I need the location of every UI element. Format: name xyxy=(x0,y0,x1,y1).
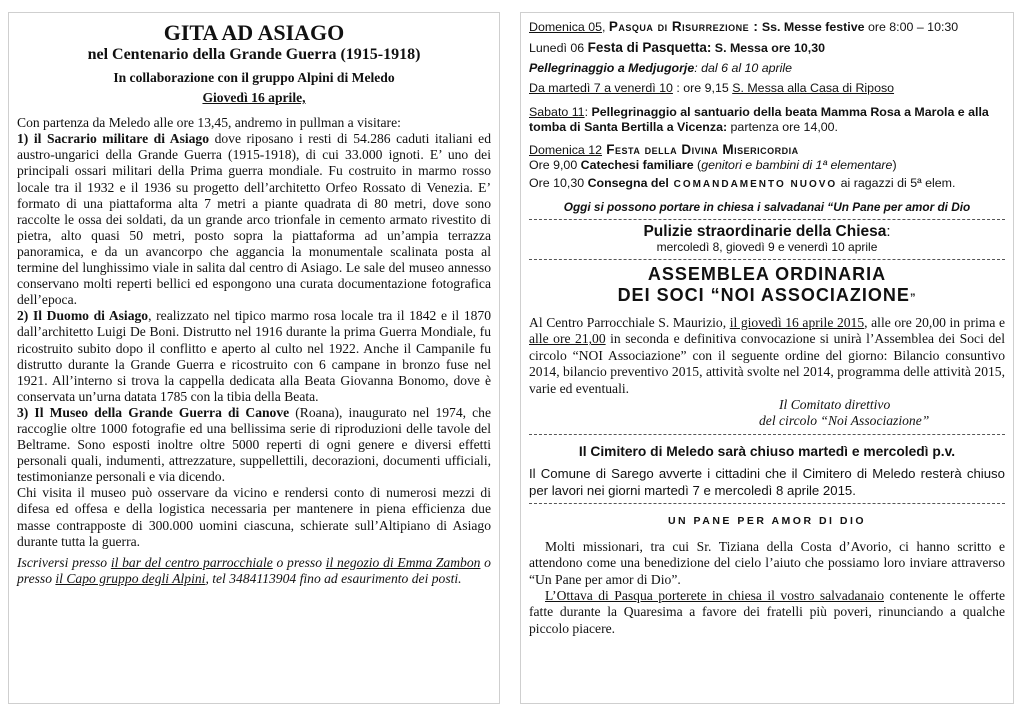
easter-sunday-line xyxy=(529,19,1005,35)
divina-misericordia-line xyxy=(529,142,1005,158)
assembly-text: in seconda e definitiva convocazione si unirà l’Assemblea dei Soci del circolo “NOI Associazione” con il seguente ordine del giorno: Bilancio consuntivo 2014, bilancio preventivo 2015, attività svolte nel 2014, programma delle attività 2015, varie ed eventuali. xyxy=(529,331,1005,396)
punct: : xyxy=(584,105,592,119)
assembly-text: Al Centro Parrocchiale S. Maurizio, xyxy=(529,315,730,330)
medjugorje-title: Pellegrinaggio a Medjugorje xyxy=(529,61,695,75)
catechesi-time: Ore 9,00 xyxy=(529,158,581,172)
item-museo-heading: 3) Il Museo della Grande Guerra di Canove xyxy=(17,404,290,420)
item-sacrario xyxy=(17,131,491,308)
easter-times: ore 8:00 – 10:30 xyxy=(864,20,959,34)
subscription-bar: il bar del centro parrocchiale xyxy=(110,554,273,570)
assembly-signature-2: del circolo “Noi Associazione” xyxy=(759,413,930,429)
comandamento-nuovo: COMANDAMENTO NUOVO xyxy=(668,179,838,190)
pane-paragraph-1: Molti missionari, tra cui Sr. Tiziana della Costa d’Avorio, ci hanno scritto e attendono come una benedizione del cielo l’aiuto che possiamo loro inviare attraverso “Un Pane per amor di Dio”. xyxy=(529,538,1005,587)
item-duomo-text: , realizzato nel tipico marmo rosa locale tra il 1842 e il 1870 dall’architetto Luigi De Boni. Distrutto nel 1916 durante la prima Guerra Mondiale, fu ricostruito subito dopo il conflitto e aperto al culto nel 1922. Anche il Campanile fu distrutto durante la Grande Guerra e ricostruito con 6 campane in bronzo fuse nel 1921. All’interno si trova la cappella dedicata alla Beata Giovanna Bonomo, dove è conservata un’urna datata 1785 con la tibia della Beata. xyxy=(17,308,492,404)
pilgrimage-time: partenza ore 14,00. xyxy=(727,120,838,134)
easter-title: Pasqua di Risurrezione : xyxy=(608,19,759,34)
casa-riposo-line xyxy=(529,81,1005,96)
pane-paragraph-2 xyxy=(529,588,1005,637)
catechesi-line xyxy=(529,158,1005,173)
punct: ) xyxy=(892,158,897,172)
pilgrimage-date: Sabato 11 xyxy=(529,105,585,119)
item-sacrario-heading: 1) il Sacrario militare di Asiago xyxy=(17,131,210,147)
pulizie-title: Pulizie straordinarie della Chiesa xyxy=(643,223,887,240)
trip-intro: Con partenza da Meledo alle ore 13,45, andremo in pullman a visitare: xyxy=(17,115,401,131)
misericordia-date: Domenica 12 xyxy=(529,143,603,157)
item-duomo-heading: 2) Il Duomo di Asiago xyxy=(17,308,149,324)
trip-date: Giovedì 16 aprile, xyxy=(202,90,306,106)
collaboration-line: In collaborazione con il gruppo Alpini di Meledo xyxy=(113,70,395,85)
separator xyxy=(529,259,1005,260)
assembly-date: il giovedì 16 aprile 2015 xyxy=(729,315,865,330)
punct: , xyxy=(602,20,609,34)
casa-riposo-dates: Da martedì 7 a venerdì 10 xyxy=(529,81,673,95)
medjugorje-dates: : dal 6 al 10 aprile xyxy=(694,61,793,75)
left-column xyxy=(8,12,500,704)
separator xyxy=(529,503,1005,504)
separator xyxy=(529,219,1005,220)
pilgrimage-line xyxy=(529,105,1005,135)
separator xyxy=(529,434,1005,435)
pasquetta-mass: S. Messa ore 10,30 xyxy=(711,41,826,55)
misericordia-title: Festa della Divina Misericordia xyxy=(602,142,799,157)
pane-ottava: L’Ottava di Pasqua porterete in chiesa il vostro salvadanaio xyxy=(545,588,884,604)
subscription-text: Iscriversi presso xyxy=(17,554,111,570)
consegna-target: ai ragazzi di 5ª elem. xyxy=(837,176,956,190)
assembly-second-time: alle ore 21,00 xyxy=(529,331,606,347)
subscription-shop: il negozio di Emma Zambon xyxy=(325,554,481,570)
casa-riposo-mass: S. Messa alla Casa di Riposo xyxy=(732,81,895,95)
item-museo-text: (Roana), inaugurato nel 1974, che raccoglie oltre 1000 fotografie ed una bellissima serie di riproduzioni delle tavole del Beltrame. Sono esposti inoltre oltre 5000 reperti di ogni genere e diversi effetti personali quali, indumenti, attrezzature, suppellettili, decorazioni, documenti ufficiali, testimonianze personali e via dicendo. xyxy=(17,404,491,485)
assembly-paragraph xyxy=(529,315,1005,397)
salvadanai-note: Oggi si possono portare in chiesa i salvadanai “Un Pane per amor di Dio xyxy=(563,200,971,214)
subscription-info xyxy=(17,555,491,587)
closing-paragraph: Chi visita il museo può osservare da vicino e rendersi conto di numerosi mezzi di difesa ed offesa e della logistica necessaria per mantenere in piena efficienza due masse contrapposte di 300.000 uomini ciascuna, schierate sull’Altipiano di Asiago durante tutta la guerra. xyxy=(17,485,491,549)
assembly-title-quote: ” xyxy=(909,292,917,304)
subscription-text: o presso xyxy=(17,554,491,586)
subscription-alpini: il Capo gruppo degli Alpini xyxy=(55,570,206,586)
trip-title: GITA AD ASIAGO xyxy=(163,20,345,45)
assembly-text: , alle ore 20,00 in prima e xyxy=(864,315,1006,330)
trip-subtitle: nel Centenario della Grande Guerra (1915-1918) xyxy=(87,46,421,63)
assembly-title-text: DEI SOCI “NOI ASSOCIAZIONE xyxy=(617,285,910,305)
pilgrimage-title: Pellegrinaggio al santuario della beata Mamma Rosa a Marola e alla tomba di Santa Bertilla a Vicenza: xyxy=(529,105,989,134)
punct: ( xyxy=(693,158,702,172)
consegna-title: Consegna del xyxy=(587,176,669,190)
consegna-time: Ore 10,30 xyxy=(529,176,588,190)
easter-date: Domenica 05 xyxy=(529,20,603,34)
cemetery-title: Il Cimitero di Meledo sarà chiuso martedì e mercoledì p.v. xyxy=(578,443,956,459)
pane-title: UN PANE PER AMOR DI DIO xyxy=(667,514,867,527)
pulizie-heading xyxy=(529,224,1005,240)
casa-riposo-time: : ore 9,15 xyxy=(672,81,733,95)
easter-masses: Ss. Messe festive xyxy=(758,20,865,34)
pane-text: contenente le offerte fatte durante la Quaresima a favore dei fratelli più poveri, rinunciando a qualche piccolo piacere. xyxy=(529,588,1005,636)
item-museo xyxy=(17,405,491,485)
subscription-phone: , tel 3484113904 fino ad esaurimento dei posti. xyxy=(205,570,462,586)
pasquetta-title: Festa di Pasquetta: xyxy=(587,40,712,55)
pasquetta-date: Lunedì 06 xyxy=(529,41,588,55)
punct: : xyxy=(886,223,891,240)
subscription-text: o presso xyxy=(272,554,326,570)
assembly-title-line2 xyxy=(529,285,1005,309)
cemetery-text: Il Comune di Sarego avverte i cittadini che il Cimitero di Meledo resterà chiuso per lavori nei giorni martedì 7 e mercoledì 8 aprile 2015. xyxy=(529,465,1005,498)
catechesi-title: Catechesi familiare xyxy=(580,158,694,172)
pasquetta-line xyxy=(529,40,1005,56)
catechesi-target: genitori e bambini di 1ª elementare xyxy=(701,158,893,172)
assembly-signature-1: Il Comitato direttivo xyxy=(779,397,891,413)
medjugorje-line xyxy=(529,61,1005,76)
item-duomo xyxy=(17,308,491,405)
pulizie-dates: mercoledì 8, giovedì 9 e venerdì 10 aprile xyxy=(656,240,878,254)
item-sacrario-text: dove riposano i resti di 54.286 caduti italiani ed austro-ungarici della Grande Guerra (1915-1918), di cui 33.000 ignoti. E’ uno dei principali ossari militari della Prima guerra mondiale. Fu costruito in marmo rosso locale tra il 1932 e il 1936 su progetto dell’architetto Orfeo Rossato di Venezia. E’ formato di una piattaforma alta 7 metri a piante quadrata di 80 metri, dove sono raccolte le ossa dei soldati, da un grande arco trionfale in cemento armato rivestito di pietra, alto quasi 50 metri, posto sopra la piattaforma ad un’ampia terrazza panoramica, e da un avancorpo che aggancia la monumentale scalinata posta al termine del lunghissimo viale in salita dal centro di Asiago. Le sale del museo annesso conservano molti reperti bellici ed espongono una curata documentazione fotografica dell’epoca. xyxy=(17,131,491,308)
assembly-title-line1: ASSEMBLEA ORDINARIA xyxy=(647,264,887,284)
consegna-line xyxy=(529,176,1005,192)
right-column xyxy=(520,12,1014,704)
